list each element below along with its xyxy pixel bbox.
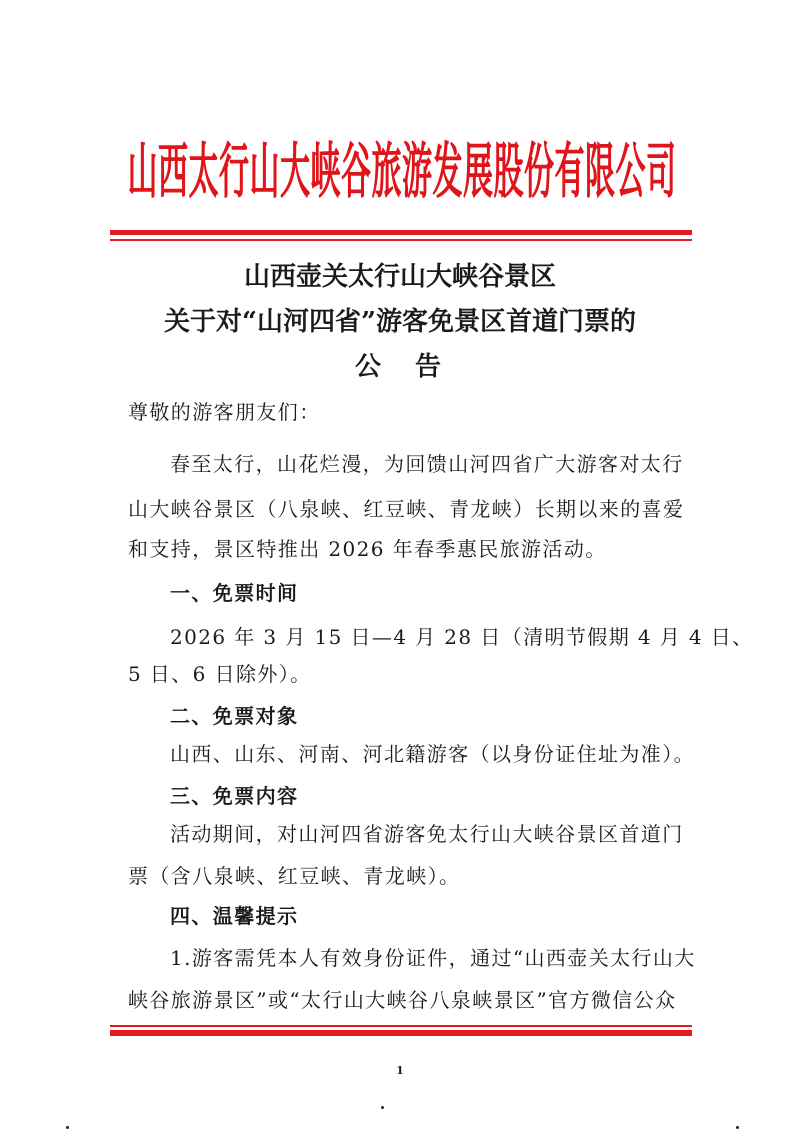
scan-speck <box>66 1126 69 1129</box>
intro-line: 春至太行，山花烂漫，为回馈山河四省广大游客对太行 <box>170 452 684 476</box>
scan-speck <box>381 1106 384 1109</box>
notice-title-line-2: 关于对“山河四省”游客免景区首道门票的 <box>164 307 636 337</box>
section-line: 峡谷旅游景区”或“太行山大峡谷八泉峡景区”官方微信公众 <box>128 988 677 1012</box>
letterhead-rule-thin <box>110 239 692 241</box>
section-line: 5 日、6 日除外）。 <box>128 662 312 686</box>
notice-title-line-1: 山西壶关太行山大峡谷景区 <box>243 262 556 292</box>
intro-line: 山大峡谷景区（八泉峡、红豆峡、青龙峡）长期以来的喜爱 <box>128 497 685 521</box>
section-heading: 二、免票对象 <box>170 704 299 728</box>
section-line: 1.游客需凭本人有效身份证件，通过“山西壶关太行山大 <box>170 946 696 970</box>
section-heading: 三、免票内容 <box>170 784 299 808</box>
section-heading: 四、温馨提示 <box>170 904 299 928</box>
intro-line: 和支持，景区特推出 2026 年春季惠民旅游活动。 <box>128 537 607 561</box>
footer-rule-thick <box>110 1030 692 1036</box>
notice-title-line-3: 公 告 <box>354 352 445 382</box>
letterhead-title: 山西太行山大峡谷旅游发展股份有限公司 <box>127 138 677 208</box>
section-line: 票（含八泉峡、红豆峡、青龙峡）。 <box>128 864 461 888</box>
page-number: 1 <box>396 1064 404 1077</box>
section-line: 活动期间，对山河四省游客免太行山大峡谷景区首道门 <box>170 822 684 846</box>
section-heading: 一、免票时间 <box>170 581 299 605</box>
section-line: 2026 年 3 月 15 日—4 月 28 日（清明节假期 4 月 4 日、 <box>170 625 754 649</box>
letterhead-rule-thick <box>110 230 692 235</box>
footer-rule-thin <box>110 1025 692 1027</box>
salutation: 尊敬的游客朋友们： <box>128 400 321 424</box>
section-line: 山西、山东、河南、河北籍游客（以身份证住址为准）。 <box>170 742 695 766</box>
scan-speck <box>736 1126 739 1129</box>
